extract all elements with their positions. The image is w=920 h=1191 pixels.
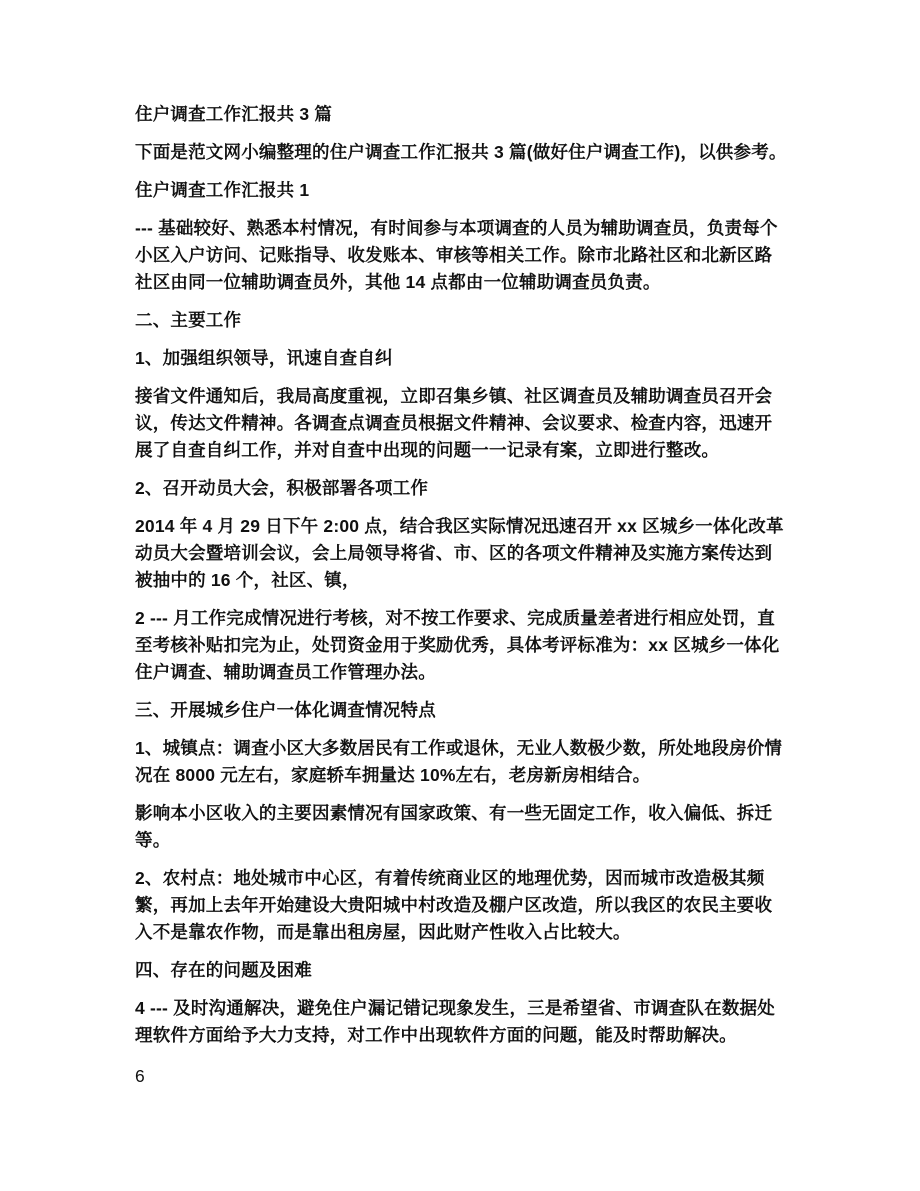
paragraph-monthly-assessment: 2 --- 月工作完成情况进行考核，对不按工作要求、完成质量差者进行相应处罚，直至考核补贴扣完为止，处罚资金用于奖励优秀，具体考评标准为：xx 区城乡一体化住户调查、辅助调查员工作管理办法。 xyxy=(135,608,780,682)
paragraph-self-inspection: 接省文件通知后，我局高度重视，立即召集乡镇、社区调查员及辅助调查员召开会议，传达文件精神。各调查点调查员根据文件精神、会议要求、检查内容，迅速开展了自查自纠工作，并对自查中出现的问题一一记录有案，立即进行整改。 xyxy=(135,386,773,460)
report-1-title: 住户调查工作汇报共 1 xyxy=(135,180,310,200)
intro-text: 下面是范文网小编整理的住户调查工作汇报共 3 篇(做好住户调查工作)，以供参考。 xyxy=(135,142,787,162)
paragraph-urban-point: 1、城镇点：调查小区大多数居民有工作或退休，无业人数极少数，所处地段房价情况在 8000 元左右，家庭轿车拥量达 10%左右，老房新房相结合。 xyxy=(135,738,783,785)
document-content xyxy=(135,101,787,1090)
paragraph-rural-point: 2、农村点：地处城市中心区，有着传统商业区的地理优势，因而城市改造极其频繁，再加上去年开始建设大贵阳城中村改造及棚户区改造，所以我区的农民主要收入不是靠农作物，而是靠出租房屋，因此财产性收入占比较大。 xyxy=(135,868,773,942)
doc-title: 住户调查工作汇报共 3 篇 xyxy=(135,104,333,124)
page-number: 6 xyxy=(135,1066,145,1086)
paragraph-mobilization-meeting: 2014 年 4 月 29 日下午 2:00 点，结合我区实际情况迅速召开 xx 区城乡一体化改革动员大会暨培训会议，会上局领导将省、市、区的各项文件精神及实施方案传达到被抽中的 16 个，社区、镇， xyxy=(135,516,784,590)
paragraph-income-factors: 影响本小区收入的主要因素情况有国家政策、有一些无固定工作，收入偏低、拆迁等。 xyxy=(135,803,773,850)
paragraph-problems-difficulties: 4 --- 及时沟通解决，避免住户漏记错记现象发生，三是希望省、市调查队在数据处理软件方面给予大力支持，对工作中出现软件方面的问题，能及时帮助解决。 xyxy=(135,998,775,1045)
heading-survey-characteristics: 三、开展城乡住户一体化调查情况特点 xyxy=(135,700,436,720)
heading-mobilization-meeting: 2、召开动员大会，积极部署各项工作 xyxy=(135,478,429,498)
paragraph-assistant-surveyors: --- 基础较好、熟悉本村情况，有时间参与本项调查的人员为辅助调查员，负责每个小区入户访问、记账指导、收发账本、审核等相关工作。除市北路社区和北新区路社区由同一位辅助调查员外，其他 14 点都由一位辅助调查员负责。 xyxy=(135,218,778,292)
heading-organization-leadership: 1、加强组织领导，讯速自查自纠 xyxy=(135,348,393,368)
heading-problems-difficulties: 四、存在的问题及困难 xyxy=(135,960,312,980)
heading-main-work: 二、主要工作 xyxy=(135,310,242,330)
